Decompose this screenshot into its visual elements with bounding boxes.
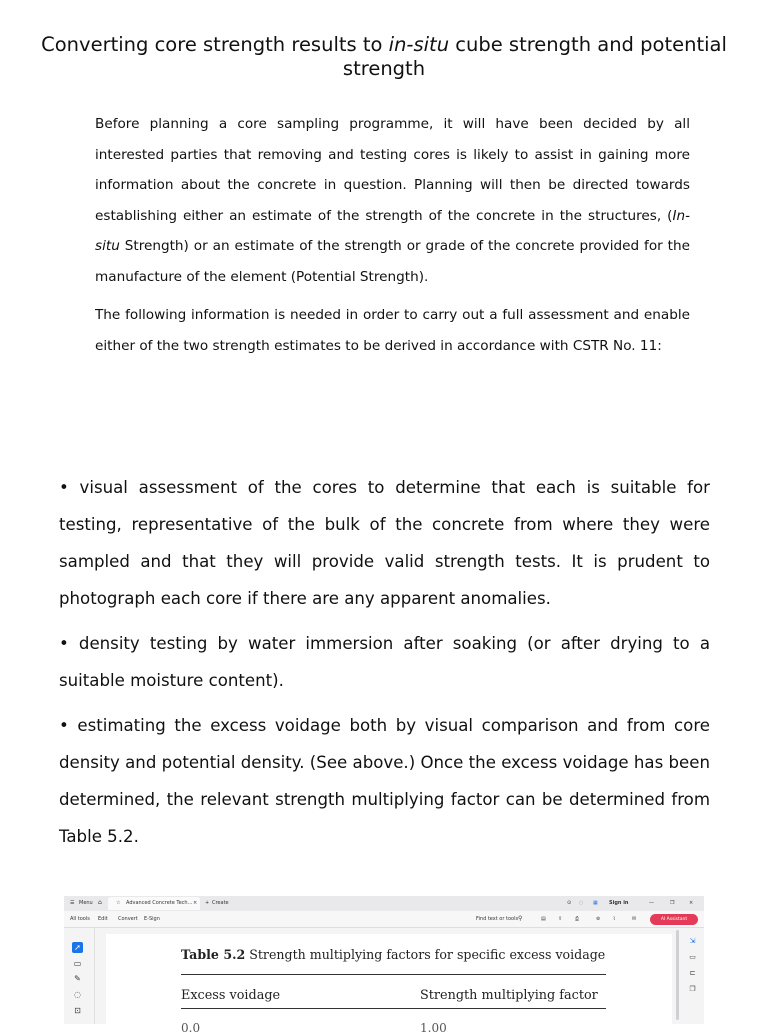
comment-tool-icon: ▭ [73,959,82,968]
attachment-icon: ⌇ [613,916,616,922]
right-tool-rail [682,928,704,1024]
find-text-label: Find text or tools [476,916,519,922]
table-caption-number: Table 5.2 [181,947,246,962]
close-tab-icon: × [193,900,198,906]
menu-item-edit: Edit [98,916,108,922]
star-icon: ☆ [116,900,121,906]
close-window-icon: × [689,900,694,906]
embedded-pdf-viewer-screenshot [64,896,704,1035]
document-tab-title: Advanced Concrete Tech... [126,900,193,906]
bullet-list [59,469,710,863]
bullet-item-excess-voidage: • estimating the excess voidage both by visual comparison and from core density and potential density. (See above.) Once the excess voidage has been determined, the relevant strength multiplying factor can be determined from Table 5.2. [59,716,710,846]
export-icon: ⇲ [689,937,696,945]
select-tool-icon: ➚ [72,942,83,953]
bullet-item-density-testing: • density testing by water immersion after soaking (or after drying to a suitable moisture content). [59,634,710,690]
link-icon: ⊚ [596,916,601,922]
table-row-0-voidage: 0.0 [181,1021,201,1035]
home-icon: ⌂ [98,899,102,906]
table-header-rule [181,1008,606,1009]
document-title [40,33,728,81]
title-text-part1: Converting core strength results to [41,33,389,56]
table-header-excess-voidage: Excess voidage [181,988,281,1003]
menu-item-all-tools: All tools [70,916,90,922]
pdf-page [106,934,672,1034]
intro-paragraph-1 [95,109,690,292]
search-icon: ⚲ [518,915,523,922]
intro-section [95,109,690,369]
table-top-rule [181,974,606,975]
table-caption [181,947,605,962]
title-italic-text: in-situ [388,33,450,56]
title-text-part2: cube strength and potential strength [342,33,727,80]
viewer-menu-bar [64,911,704,928]
menu-item-e-sign: E-Sign [144,916,160,922]
minimize-icon: — [649,900,654,906]
intro-text-b: Strength) or an estimate of the strength or grade of the concrete provided for the manufacture of the element (Potential Strength). [95,238,690,285]
table-row-0-factor: 1.00 [420,1021,447,1035]
bullet-item-visual-assessment: • visual assessment of the cores to determine that each is suitable for testing, representative of the bulk of the concrete from where they were sampled and that they will provide valid strength tests. It is prudent to photograph each core if there are any apparent anomalies. [59,478,710,608]
bookmark-icon: ⊏ [689,969,696,977]
viewer-tab-bar [64,896,704,911]
page-icon: ▤ [541,916,546,922]
pen-tool-icon: ✎ [74,974,81,983]
left-tool-rail [64,928,95,1024]
plus-icon: + [205,900,210,906]
intro-italic-text: In-situ [95,207,690,254]
intro-paragraph-2: The following information is needed in order to carry out a full assessment and enable either of the two strength estimates to be derived in accordance with CSTR No. 11: [95,307,690,354]
print-icon: ⎙ [575,916,580,922]
intro-text-a: Before planning a core sampling programme, it will have been decided by all interested parties that removing and testing cores is likely to assist in gaining more information about the concrete in question. Planning will then be directed towards establishing either an estimate of the strength of the concrete in the structures, ( [95,116,690,224]
table-caption-text: Strength multiplying factors for specific excess voidage [245,947,606,962]
table-header-strength-factor: Strength multiplying factor [420,988,598,1003]
comment-icon: ▭ [689,953,696,961]
menu-item-convert: Convert [118,916,138,922]
text-box-tool-icon: ⊡ [74,1006,81,1015]
scrollbar [676,930,679,1020]
restore-icon: ❐ [670,900,675,906]
ai-assistant-button [650,914,698,925]
help-icon: ⊙ [567,900,572,906]
bell-icon: ○ [579,900,584,906]
menu-label: Menu [79,900,93,906]
share-icon: ⇪ [558,916,563,922]
ai-assistant-label: AI Assistant [660,917,688,922]
hamburger-menu-icon: ☰ [70,900,75,906]
sign-in-label: Sign in [609,900,629,906]
apps-grid-icon: ▦ [593,900,598,906]
create-label: Create [212,900,229,906]
lasso-tool-icon: ◌ [74,990,81,999]
mail-icon: ✉ [632,916,637,922]
pages-icon: ❐ [689,985,696,993]
